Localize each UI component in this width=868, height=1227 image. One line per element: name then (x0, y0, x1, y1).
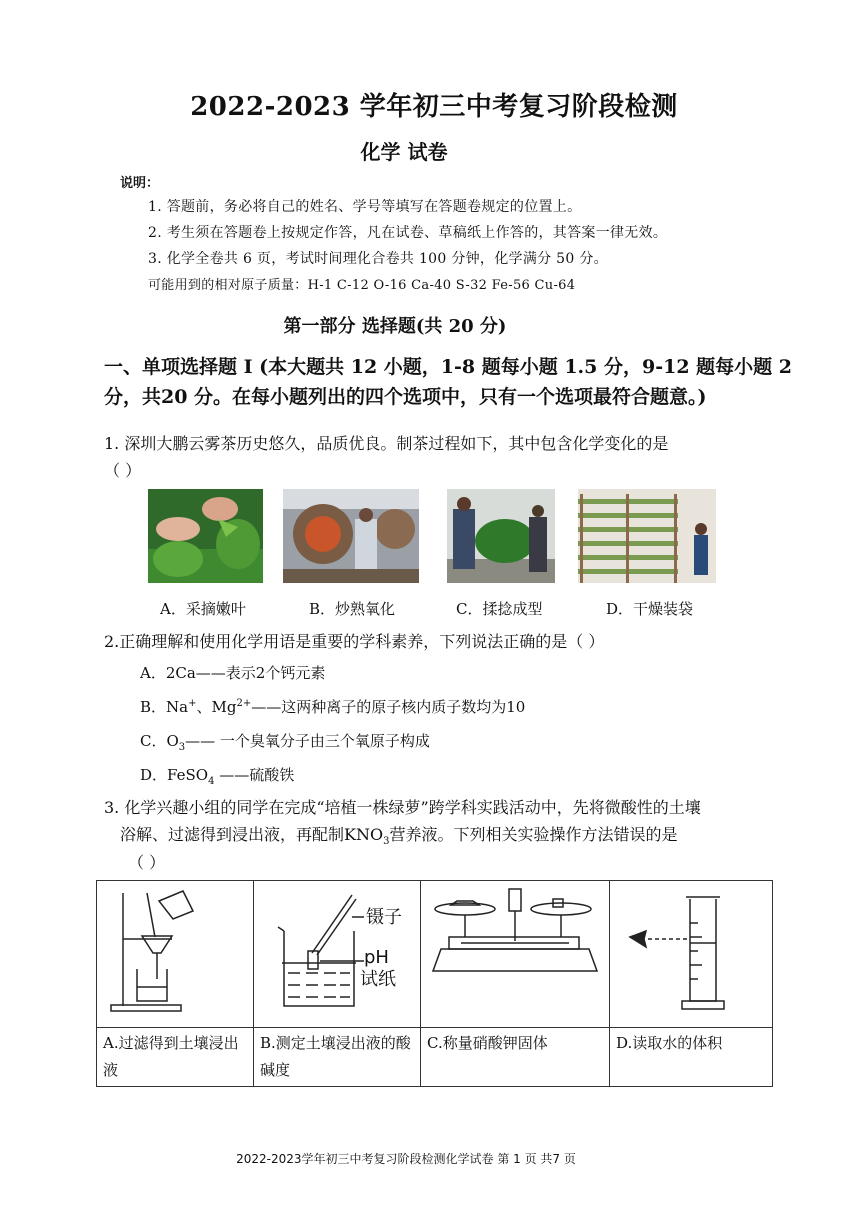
q2-option-c-text: —— 一个臭氧分子由三个氧原子构成 (185, 732, 430, 750)
q2-option-d (140, 764, 294, 787)
section-heading (104, 352, 794, 412)
q3-stem-text: 浴解、过滤得到浸出液，再配制KNO (120, 825, 384, 844)
ph-test-diagram (254, 881, 421, 1028)
ph-label: 试纸 (360, 969, 396, 990)
q1-option-d: D．干燥装袋 (606, 600, 694, 618)
page-subtitle: 化学 试卷 (360, 140, 448, 164)
q2-option-c-text: C．O (140, 732, 179, 750)
q3-answer-blank: （ ） (128, 853, 166, 872)
q1-option-c: C．揉捻成型 (456, 600, 543, 618)
filtration-diagram (97, 881, 254, 1028)
formula-subscript: 3 (178, 742, 186, 753)
balance-diagram (421, 881, 610, 1028)
q1-option-b: B．炒熟氧化 (309, 600, 396, 618)
section-heading-line: 分，共20 分。在每小题列出的四个选项中，只有一个选项最符合题意。) (104, 386, 707, 408)
q2-option-b-text: B．Na (140, 698, 189, 716)
atomic-masses: 可能用到的相对原子质量：H-1 C-12 O-16 Ca-40 S-32 Fe-56 Cu-64 (148, 278, 576, 293)
note-item: 1. 答题前，务必将自己的姓名、学号等填写在答题卷规定的位置上。 (148, 199, 582, 215)
q3-apparatus-table (96, 880, 773, 1087)
charge-superscript: 2+ (236, 698, 252, 709)
q2-option-b (140, 696, 525, 717)
q3-option-c: C.称量硝酸钾固体 (421, 1028, 610, 1087)
q3-stem-line1: 3. 化学兴趣小组的同学在完成“培植一株绿萝”跨学科实践活动中，先将微酸性的土壤 (104, 798, 701, 817)
q1-answer-blank: （ ） (104, 461, 142, 480)
q2-option-c (140, 730, 430, 753)
q3-stem-line2 (120, 823, 677, 854)
formula-subscript: 3 (383, 836, 390, 848)
photo-tea-rolling (447, 489, 555, 583)
q1-stem: 1. 深圳大鹏云雾茶历史悠久，品质优良。制茶过程如下，其中包含化学变化的是 (104, 434, 669, 453)
q3-option-b: B.测定土壤浸出液的酸碱度 (254, 1028, 421, 1087)
q1-option-a: A．采摘嫩叶 (160, 600, 246, 618)
page-title: 2022-2023 学年初三中考复习阶段检测 (190, 92, 678, 122)
tweezers-label: 镊子 (366, 907, 402, 928)
note-item: 3. 化学全卷共 6 页，考试时间理化合卷共 100 分钟，化学满分 50 分。 (148, 251, 608, 267)
notes-heading: 说明： (120, 176, 160, 191)
ph-label: pH (364, 947, 389, 968)
formula-subscript: 4 (208, 776, 215, 787)
q3-option-a: A.过滤得到土壤浸出液 (97, 1028, 254, 1087)
q2-option-b-text: 、Mg (196, 698, 237, 716)
q2-option-d-text: ——硫酸铁 (214, 766, 295, 784)
photo-tea-roasting (283, 489, 419, 583)
section-heading-line: 一、单项选择题 I (本大题共 12 小题，1-8 题每小题 1.5 分，9-12 题每小题 2 (104, 356, 792, 378)
q2-option-b-text: ——这两种离子的原子核内质子数均为10 (251, 698, 526, 716)
cylinder-reading-diagram (610, 881, 773, 1028)
page-footer: 2022-2023学年初三中考复习阶段检测化学试卷 第 1 页 共7 页 (236, 1152, 576, 1166)
q2-option-d-text: D．FeSO (140, 766, 209, 784)
photo-tea-picking (148, 489, 263, 583)
photo-tea-drying (578, 489, 716, 583)
note-item: 2. 考生须在答题卷上按规定作答，凡在试卷、草稿纸上作答的，其答案一律无效。 (148, 225, 668, 241)
q3-option-d: D.读取水的体积 (610, 1028, 773, 1087)
charge-superscript: + (188, 698, 197, 709)
q3-stem-text: 营养液。下列相关实验操作方法错误的是 (389, 825, 678, 844)
q2-stem: 2.正确理解和使用化学用语是重要的学科素养，下列说法正确的是（ ） (104, 632, 605, 651)
part-title: 第一部分 选择题(共 20 分) (283, 316, 507, 337)
q2-option-a: A．2Ca——表示2个钙元素 (140, 664, 326, 682)
